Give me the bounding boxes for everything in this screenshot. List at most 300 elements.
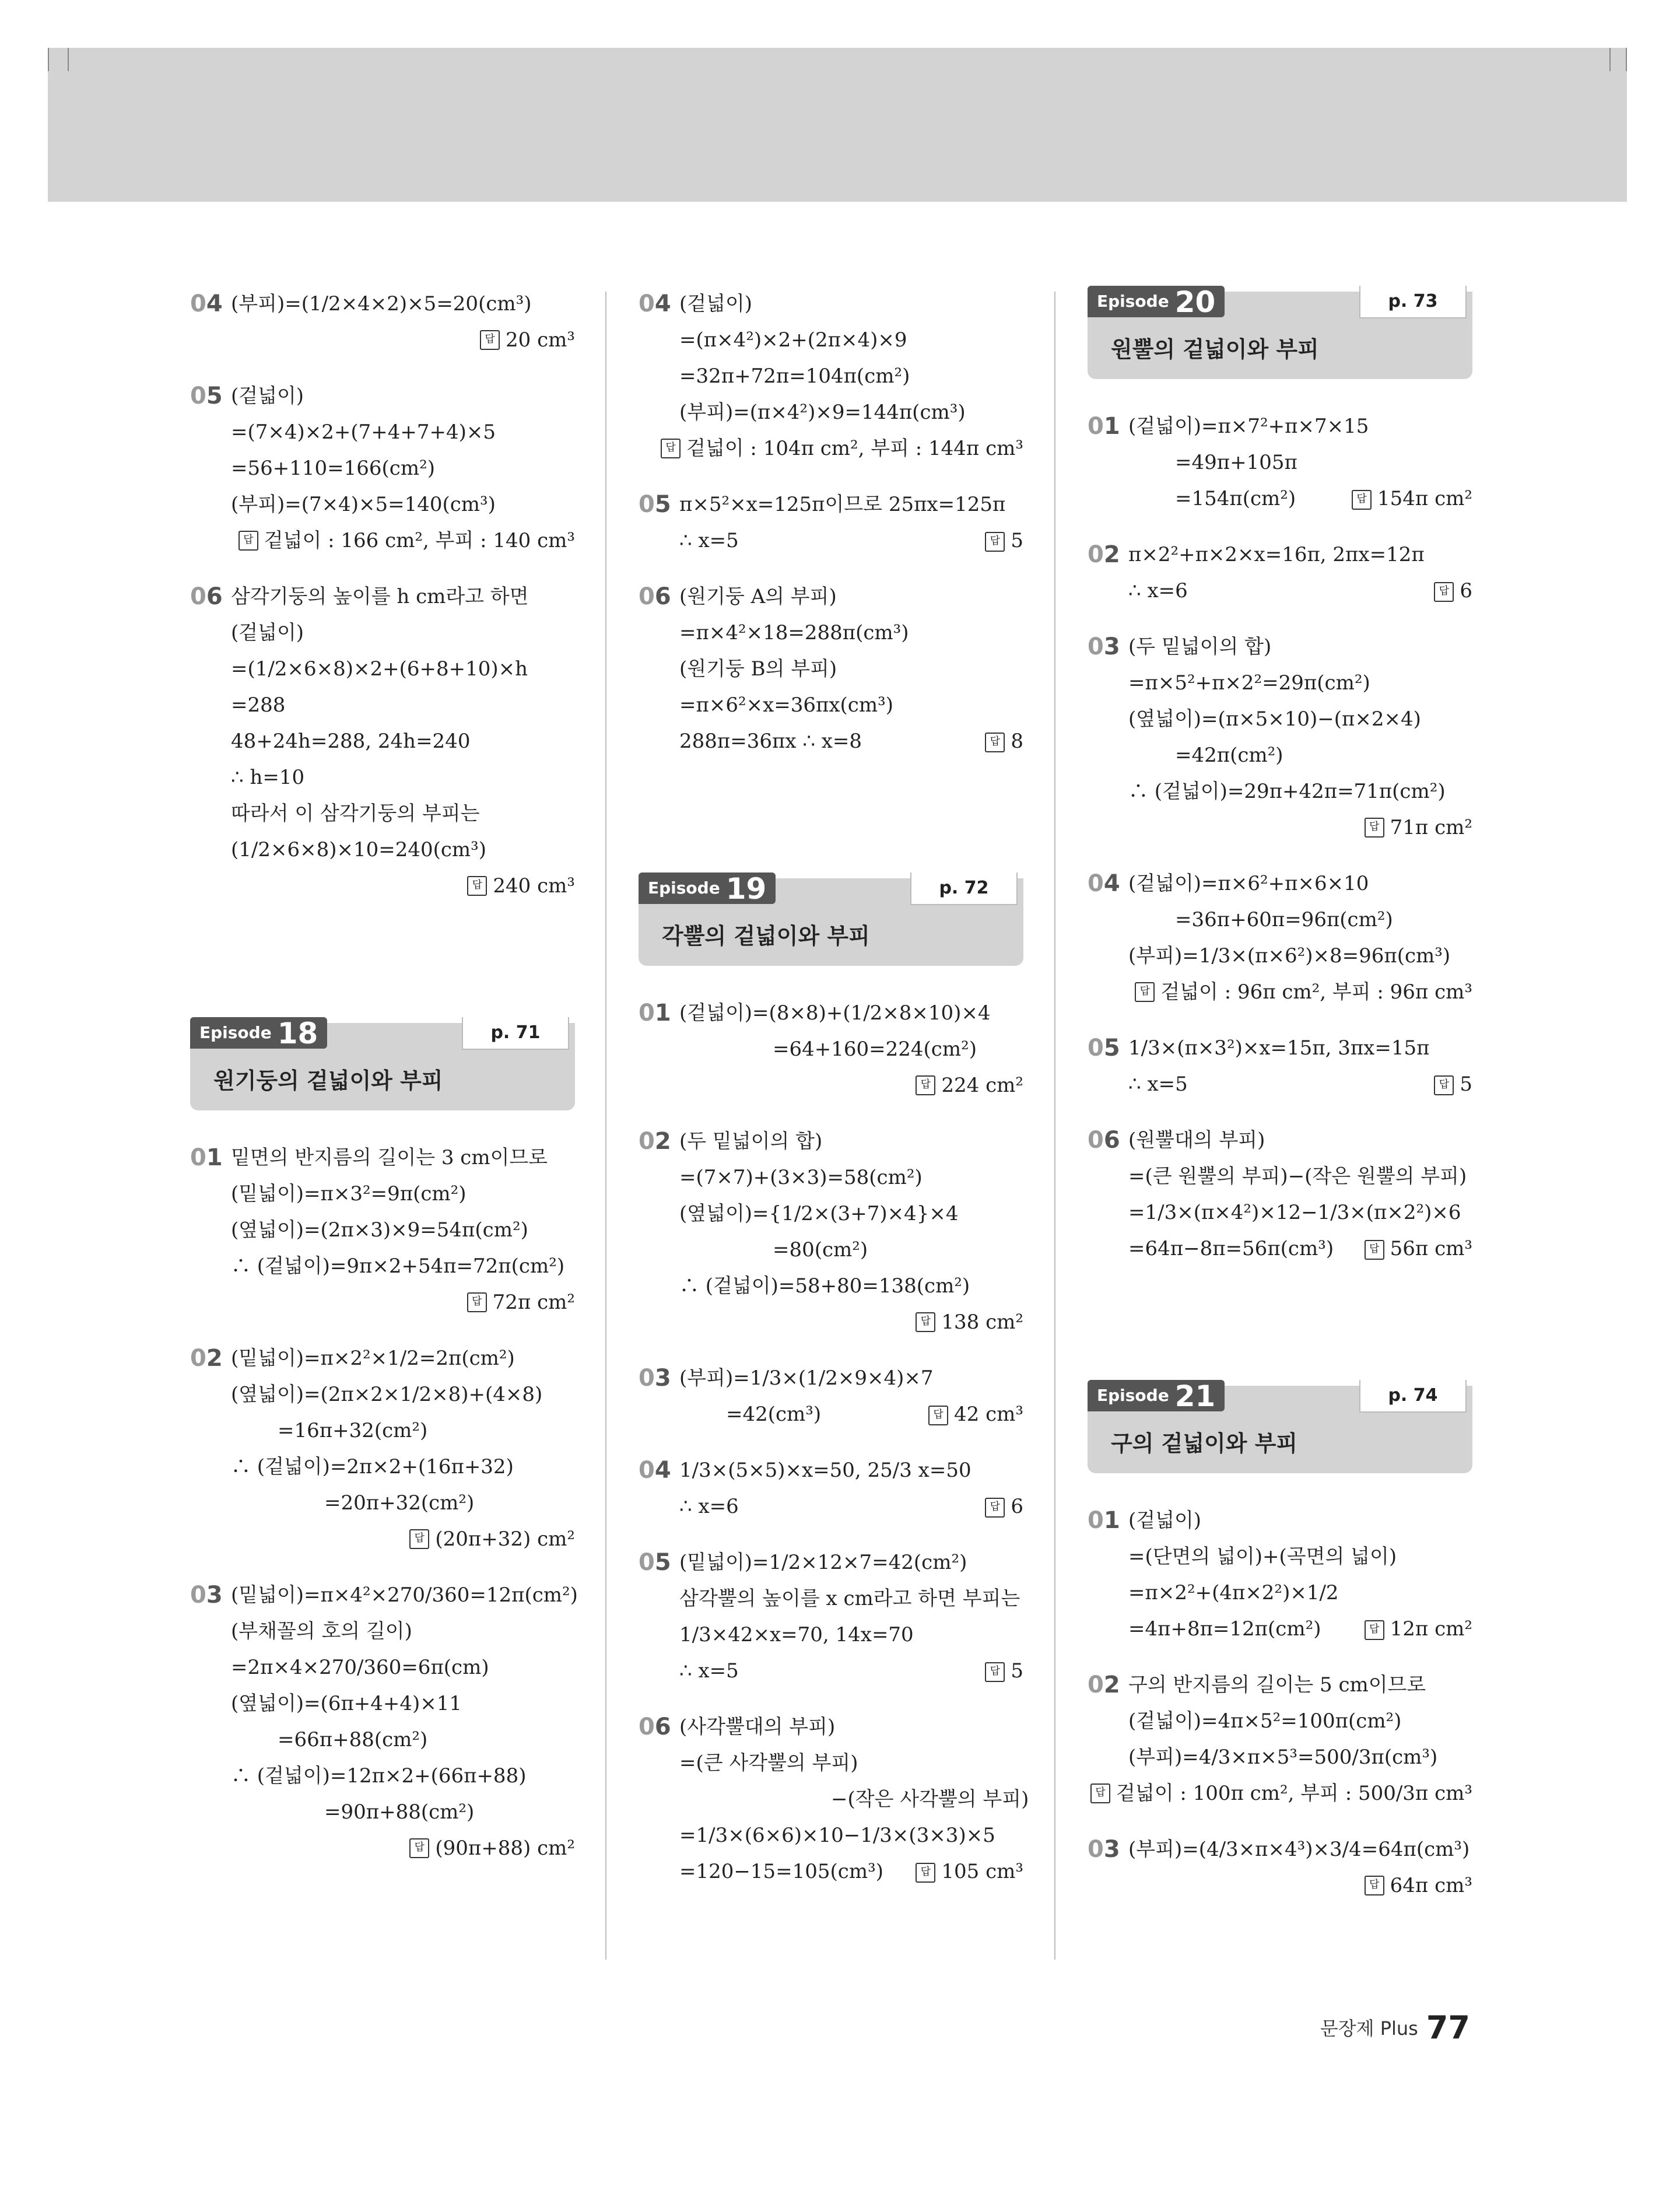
answer-inline (985, 723, 1023, 759)
answer-text: 64π cm³ (1390, 1874, 1472, 1897)
answer-text: 154π cm² (1377, 487, 1472, 510)
solution-text: 1/3×(π×3²)×x=15π, 3πx=15π (1128, 1036, 1430, 1060)
problem (190, 579, 575, 904)
problem-number-digit: 1 (654, 1000, 671, 1026)
solution-text: =64π−8π=56π(cm³) (1128, 1237, 1334, 1260)
problem-number (190, 378, 223, 414)
solution-line (190, 1449, 575, 1485)
solution-line (639, 1232, 1023, 1268)
episode-tag (190, 1017, 327, 1049)
answer-inline (1434, 1066, 1472, 1102)
solution-text: (옆넓이)=(6π+4+4)×11 (231, 1692, 462, 1715)
solution-text: =42π(cm²) (1175, 744, 1283, 767)
solution-line (1088, 629, 1472, 665)
problem-number-digit: 0 (1088, 1836, 1104, 1863)
solution-text: 1/3×(5×5)×x=50, 25/3 x=50 (679, 1459, 971, 1482)
solution-text: 288π=36πx ∴ x=8 (679, 730, 862, 753)
episode-label: Episode (1097, 292, 1169, 311)
problem (1088, 408, 1472, 517)
solution-line (639, 1123, 1023, 1159)
header-band (48, 48, 1627, 202)
problem-number-digit: 4 (1103, 870, 1120, 897)
solution-line (190, 832, 575, 868)
answer-text: 56π cm³ (1390, 1237, 1472, 1260)
footer-label: 문장제 Plus (1320, 2017, 1418, 2040)
solution-text: ∴ x=6 (679, 1495, 739, 1518)
answer-icon: 답 (480, 330, 500, 350)
solution-text: 1/3×42×x=70, 14x=70 (679, 1623, 914, 1646)
solution-line (190, 579, 575, 615)
problem (190, 286, 575, 358)
problem-number (1088, 408, 1120, 444)
episode-title: 각뿔의 겉넓이와 부피 (662, 923, 870, 949)
problem-number-digit: 6 (654, 583, 671, 610)
solution-line (1088, 701, 1472, 737)
solution-text: =49π+105π (1175, 451, 1297, 474)
solution-line (1088, 1066, 1472, 1102)
solution-line (190, 615, 575, 651)
answer-icon: 답 (467, 1292, 487, 1312)
solution-line (639, 995, 1023, 1031)
problem-number-digit: 0 (1088, 870, 1104, 897)
solution-line (190, 1413, 575, 1449)
answer-icon: 답 (1365, 1620, 1384, 1640)
solution-line (639, 687, 1023, 723)
answer-inline (985, 523, 1023, 559)
answer-line (1088, 1867, 1472, 1904)
solution-text: =(단면의 넓이)+(곡면의 넓이) (1128, 1545, 1397, 1568)
solution-line (1088, 1194, 1472, 1231)
problem-number (190, 1340, 223, 1376)
problem (639, 1544, 1023, 1689)
problem-number-digit: 0 (1088, 1507, 1104, 1534)
problem-number (190, 1140, 223, 1176)
episode-number: 20 (1174, 285, 1216, 319)
problem-number-digit: 5 (1103, 1035, 1120, 1061)
solution-text: =288 (231, 693, 286, 717)
solution-text: ∴ (겉넓이)=58+80=138(cm²) (679, 1274, 970, 1298)
solution-line (190, 1376, 575, 1413)
problem-number-digit: 0 (190, 1144, 206, 1171)
solution-line (1088, 1575, 1472, 1611)
answer-line (190, 868, 575, 904)
solution-text: (겉넓이)=π×6²+π×6×10 (1128, 872, 1369, 895)
solution-line (639, 1709, 1023, 1745)
solution-line (639, 723, 1023, 759)
solution-text: =120−15=105(cm³) (679, 1860, 883, 1883)
problem-number (1088, 1667, 1120, 1703)
problem-number-digit: 3 (654, 1365, 671, 1392)
problem-number-digit: 1 (1103, 413, 1120, 440)
answer-line (190, 1830, 575, 1866)
problem-number (1088, 1122, 1120, 1158)
solution-line (190, 759, 575, 796)
problem (190, 1577, 578, 1866)
solution-line (190, 1794, 575, 1830)
solution-line (639, 651, 1023, 687)
solution-line (190, 651, 575, 687)
problem (639, 995, 1023, 1103)
problem-number-digit: 0 (639, 1365, 655, 1392)
solution-line (1088, 1158, 1472, 1194)
answer-icon: 답 (916, 1312, 935, 1332)
solution-line (639, 1544, 1023, 1581)
solution-line (639, 1617, 1023, 1653)
problem-number-digit: 0 (190, 1345, 206, 1372)
solution-text: (두 밑넓이의 합) (679, 1130, 823, 1153)
solution-text: =36π+60π=96π(cm²) (1175, 908, 1393, 931)
problem (639, 1709, 1029, 1890)
solution-line (639, 1745, 1023, 1781)
solution-text: (겉넓이) (1128, 1509, 1202, 1532)
episode-number: 21 (1174, 1379, 1216, 1413)
solution-line (1088, 1539, 1472, 1575)
problem-number (1088, 1831, 1120, 1867)
answer-icon: 답 (985, 1662, 1005, 1682)
episode-tag (1088, 286, 1225, 317)
answer-line (190, 523, 575, 559)
problem-number-digit: 2 (1103, 541, 1120, 568)
solution-line (1088, 1122, 1472, 1158)
solution-text: =(큰 원뿔의 부피)−(작은 원뿔의 부피) (1128, 1165, 1467, 1188)
solution-text: (옆넓이)=(2π×2×1/2×8)+(4×8) (231, 1383, 543, 1406)
section-spacer (639, 779, 1023, 873)
problem-number-digit: 3 (1103, 1836, 1120, 1863)
solution-text: =32π+72π=104π(cm²) (679, 365, 910, 388)
problem-number (1088, 1030, 1120, 1066)
problem (1088, 866, 1472, 1010)
solution-text: =(큰 사각뿔의 부피) (679, 1751, 858, 1775)
problem-number (190, 579, 223, 615)
problem (1088, 537, 1472, 609)
solution-text: (원기둥 A의 부피) (679, 585, 837, 608)
episode-title: 원기둥의 겉넓이와 부피 (213, 1068, 443, 1094)
problem (190, 1340, 575, 1557)
answer-icon: 답 (1090, 1783, 1110, 1803)
episode-header (1088, 1380, 1472, 1473)
answer-inline (1352, 481, 1472, 517)
episode-label: Episode (648, 878, 720, 898)
solution-text: (부피)=(7×4)×5=140(cm³) (231, 493, 496, 516)
solution-text: 삼각뿔의 높이를 x cm라고 하면 부피는 (679, 1587, 1020, 1610)
answer-inline (928, 1396, 1023, 1432)
problem (1088, 629, 1472, 846)
solution-line (1088, 1611, 1472, 1647)
answer-inline (916, 1853, 1023, 1890)
answer-text: 5 (1011, 529, 1023, 552)
episode-label: Episode (199, 1023, 272, 1042)
problem-number-digit: 1 (1103, 1507, 1120, 1534)
solution-line (190, 1340, 575, 1376)
solution-line (1088, 1739, 1472, 1775)
answer-icon: 답 (1365, 1240, 1384, 1260)
answer-icon: 답 (1434, 1075, 1454, 1095)
solution-line (190, 1140, 575, 1176)
problem-number (639, 1709, 671, 1745)
solution-line (639, 523, 1023, 559)
problem-number-digit: 0 (190, 383, 206, 409)
solution-line (639, 1653, 1023, 1689)
solution-line (1088, 1667, 1472, 1703)
problem-number (639, 995, 671, 1031)
column-right (1088, 286, 1472, 1923)
solution-text: =56+110=166(cm²) (231, 457, 435, 480)
answer-line (190, 322, 575, 358)
solution-text: =20π+32(cm²) (324, 1491, 475, 1515)
solution-line (190, 723, 575, 759)
problem-number-digit: 0 (639, 491, 655, 518)
solution-line (1088, 737, 1472, 773)
solution-line (639, 286, 1023, 322)
solution-text: =π×6²×x=36πx(cm³) (679, 693, 893, 717)
solution-line (639, 1031, 1023, 1067)
answer-text: 72π cm² (492, 1291, 575, 1314)
solution-text: ∴ x=5 (679, 529, 739, 552)
problem-number-digit: 6 (1103, 1127, 1120, 1154)
episode-title: 원뿔의 겉넓이와 부피 (1111, 337, 1319, 362)
solution-text: (밑넓이)=π×4²×270/360=12π(cm²) (231, 1583, 578, 1607)
solution-text: (부피)=(1/2×4×2)×5=20(cm³) (231, 292, 532, 316)
answer-icon: 답 (916, 1075, 935, 1095)
solution-line (639, 394, 1023, 430)
episode-page-ref: p. 71 (462, 1017, 569, 1050)
answer-icon: 답 (1434, 582, 1454, 602)
answer-icon: 답 (661, 439, 681, 458)
solution-line (190, 687, 575, 723)
problem (639, 486, 1023, 559)
problem-number (190, 286, 223, 322)
solution-line (639, 486, 1023, 523)
problem-number-digit: 0 (639, 1714, 655, 1740)
solution-text: (밑넓이)=π×2²×1/2=2π(cm²) (231, 1347, 515, 1370)
answer-line (639, 430, 1023, 467)
answer-icon: 답 (985, 733, 1005, 752)
solution-line (190, 1176, 575, 1212)
solution-line (190, 1613, 575, 1649)
solution-line (639, 1196, 1023, 1232)
problem-number-digit: 5 (206, 383, 223, 409)
solution-text: (겉넓이) (231, 384, 304, 408)
problem (1088, 1122, 1472, 1267)
problem-number-digit: 0 (639, 1128, 655, 1155)
problem-number-digit: 4 (654, 290, 671, 317)
solution-line (1088, 938, 1472, 974)
solution-text: (부피)=1/3×(1/2×9×4)×7 (679, 1366, 934, 1390)
episode-header (639, 873, 1023, 966)
problem-number-digit: 2 (206, 1345, 223, 1372)
solution-line (639, 1581, 1023, 1617)
crop-mark (68, 48, 69, 71)
solution-line (1088, 866, 1472, 902)
solution-text: ∴ x=5 (679, 1659, 739, 1683)
episode-title: 구의 겉넓이와 부피 (1111, 1431, 1298, 1456)
solution-text: =80(cm²) (773, 1238, 868, 1262)
answer-text: 겉넓이 : 96π cm², 부피 : 96π cm³ (1160, 980, 1472, 1004)
solution-line (190, 1212, 575, 1248)
problem-number-digit: 6 (654, 1714, 671, 1740)
solution-line (190, 450, 575, 486)
solution-line (1088, 1030, 1472, 1066)
problem-number (1088, 629, 1120, 665)
solution-text: (밑넓이)=π×3²=9π(cm²) (231, 1182, 467, 1206)
column-left (190, 286, 578, 1886)
solution-line (190, 1649, 575, 1686)
solution-text: (부피)=(π×4²)×9=144π(cm³) (679, 401, 966, 424)
solution-text: =66π+88(cm²) (278, 1728, 428, 1751)
answer-text: 138 cm² (941, 1311, 1023, 1334)
problem-number-digit: 4 (206, 290, 223, 317)
problem-number-digit: 0 (1088, 1035, 1104, 1061)
solution-line (639, 1781, 1029, 1817)
problem-number-digit: 0 (190, 1582, 206, 1609)
solution-text: (부피)=(4/3×π×4³)×3/4=64π(cm³) (1128, 1838, 1470, 1861)
answer-icon: 답 (467, 876, 487, 896)
problem-number (1088, 1502, 1120, 1539)
episode-tag (639, 873, 776, 904)
solution-text: (겉넓이)=(8×8)+(1/2×8×10)×4 (679, 1001, 991, 1025)
solution-line (190, 1722, 575, 1758)
solution-text: (사각뿔대의 부피) (679, 1715, 836, 1739)
problem-number (639, 1360, 671, 1396)
solution-line (190, 414, 575, 450)
solution-text: ∴ (겉넓이)=29π+42π=71π(cm²) (1128, 780, 1446, 803)
problem-number-digit: 0 (190, 290, 206, 317)
answer-line (1088, 974, 1472, 1010)
answer-inline (1365, 1231, 1472, 1267)
problem-number-digit: 3 (1103, 633, 1120, 660)
solution-line (639, 615, 1023, 651)
answer-line (639, 1304, 1023, 1340)
solution-text: π×5²×x=125π이므로 25πx=125π (679, 493, 1006, 516)
answer-line (639, 1067, 1023, 1103)
answer-text: 224 cm² (941, 1074, 1023, 1097)
problem (639, 579, 1023, 759)
solution-line (1088, 902, 1472, 938)
solution-text: (겉넓이)=π×7²+π×7×15 (1128, 415, 1369, 438)
column-middle (639, 286, 1029, 1909)
episode-label: Episode (1097, 1386, 1169, 1405)
problem-number-digit: 0 (1088, 1672, 1104, 1698)
problem-number-digit: 0 (1088, 633, 1104, 660)
problem (1088, 1667, 1472, 1811)
answer-icon: 답 (239, 531, 258, 551)
solution-text: 따라서 이 삼각기둥의 부피는 (231, 802, 480, 825)
answer-inline (1434, 573, 1472, 609)
problem-number-digit: 0 (190, 583, 206, 610)
episode-page-ref: p. 74 (1359, 1380, 1467, 1413)
answer-text: 240 cm³ (493, 874, 575, 898)
solution-line (1088, 1231, 1472, 1267)
solution-text: ∴ h=10 (231, 766, 305, 789)
solution-text: 48+24h=288, 24h=240 (231, 730, 471, 753)
answer-line (190, 1284, 575, 1320)
answer-inline (1365, 1611, 1472, 1647)
answer-line (1088, 810, 1472, 846)
solution-text: 밑면의 반지름의 길이는 3 cm이므로 (231, 1146, 548, 1169)
problem-number-digit: 0 (639, 1549, 655, 1576)
solution-text: π×2²+π×2×x=16π, 2πx=12π (1128, 543, 1425, 566)
solution-line (639, 1452, 1023, 1488)
solution-text: =(1/2×6×8)×2+(6+8+10)×h (231, 657, 528, 681)
solution-text: =(7×7)+(3×3)=58(cm²) (679, 1166, 923, 1189)
section-spacer (190, 924, 575, 1017)
answer-text: 42 cm³ (954, 1403, 1023, 1426)
episode-page-ref: p. 72 (910, 873, 1018, 905)
solution-text: (원기둥 B의 부피) (679, 657, 837, 681)
episode-header (1088, 286, 1472, 379)
problem-number-digit: 6 (206, 583, 223, 610)
solution-line (190, 286, 575, 322)
problem-number (1088, 537, 1120, 573)
solution-text: =42(cm³) (726, 1403, 822, 1426)
episode-number: 18 (277, 1017, 318, 1050)
solution-text: =π×4²×18=288π(cm³) (679, 621, 909, 644)
solution-text: =π×2²+(4π×2²)×1/2 (1128, 1581, 1339, 1604)
answer-text: (90π+88) cm² (435, 1837, 575, 1860)
page-footer (1320, 2009, 1470, 2046)
solution-text: =90π+88(cm²) (324, 1800, 475, 1824)
answer-icon: 답 (985, 1498, 1005, 1518)
problem-number (1088, 866, 1120, 902)
solution-text: (부피)=1/3×(π×6²)×8=96π(cm³) (1128, 944, 1451, 968)
episode-number: 19 (725, 872, 767, 906)
solution-text: =4π+8π=12π(cm²) (1128, 1617, 1321, 1641)
solution-text: =1/3×(6×6)×10−1/3×(3×3)×5 (679, 1824, 995, 1847)
problem-number-digit: 1 (206, 1144, 223, 1171)
problem-number-digit: 5 (654, 1549, 671, 1576)
solution-line (190, 1758, 575, 1794)
solution-line (639, 358, 1023, 394)
solution-text: (원뿔대의 부피) (1128, 1129, 1265, 1152)
solution-line (190, 1686, 575, 1722)
answer-line (1088, 1775, 1472, 1811)
problem (639, 1123, 1023, 1340)
solution-text: (겉넓이)=4π×5²=100π(cm²) (1128, 1709, 1402, 1733)
solution-text: ∴ x=5 (1128, 1073, 1188, 1096)
solution-text: (겉넓이) (231, 621, 304, 644)
solution-text: (두 밑넓이의 합) (1128, 635, 1272, 658)
solution-text: −(작은 사각뿔의 부피) (831, 1788, 1029, 1811)
crop-mark (48, 48, 49, 71)
solution-text: (옆넓이)={1/2×(3+7)×4}×4 (679, 1202, 959, 1225)
solution-line (190, 378, 575, 414)
problem-number (639, 579, 671, 615)
solution-text: ∴ (겉넓이)=2π×2+(16π+32) (231, 1455, 514, 1478)
solution-line (190, 796, 575, 832)
answer-icon: 답 (1365, 1876, 1384, 1895)
answer-icon: 답 (985, 532, 1005, 552)
answer-line (190, 1521, 575, 1557)
column-divider (1054, 292, 1055, 1960)
problem-number-digit: 2 (1103, 1672, 1120, 1698)
answer-text: 8 (1011, 730, 1023, 753)
problem-number-digit: 3 (206, 1582, 223, 1609)
solution-text: =1/3×(π×4²)×12−1/3×(π×2²)×6 (1128, 1201, 1461, 1224)
problem (1088, 1030, 1472, 1102)
problem-number-digit: 5 (654, 491, 671, 518)
problem (190, 378, 575, 559)
solution-line (639, 1360, 1023, 1396)
problem-number-digit: 2 (654, 1128, 671, 1155)
problem-number-digit: 0 (639, 1457, 655, 1484)
problem-number-digit: 0 (639, 290, 655, 317)
answer-text: 겉넓이 : 104π cm², 부피 : 144π cm³ (686, 437, 1023, 460)
solution-text: =π×5²+π×2²=29π(cm²) (1128, 671, 1370, 695)
solution-line (639, 322, 1023, 358)
column-divider (605, 292, 606, 1960)
answer-text: 6 (1011, 1495, 1023, 1518)
answer-inline (985, 1653, 1023, 1689)
